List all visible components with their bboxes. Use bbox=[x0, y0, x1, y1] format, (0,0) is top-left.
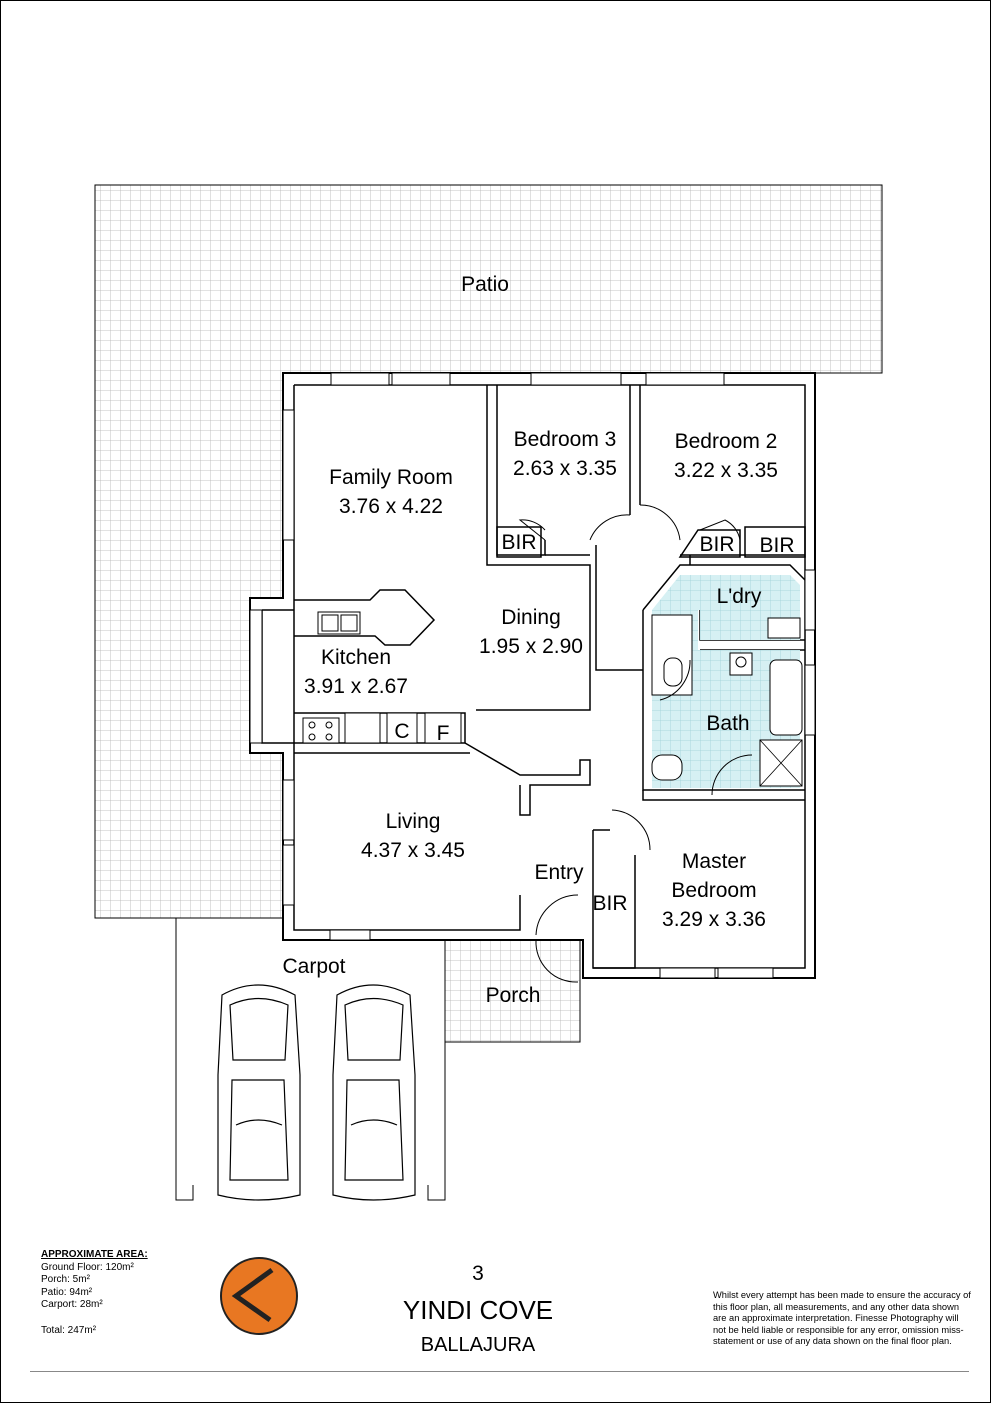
master-dim: 3.29 x 3.36 bbox=[662, 908, 766, 931]
area-porch: Porch: 5m² bbox=[41, 1274, 90, 1285]
kitchen-dim: 3.91 x 2.67 bbox=[304, 675, 408, 698]
disclaimer-text: Whilst every attempt has been made to ensure the accuracy of this floor plan, all measurements, and any other data shown are an approximate interpretation. Finesse Photography will not be held liable or responsible for any error, omission miss-statement or use of any data shown on the final floor plan. bbox=[713, 1290, 971, 1347]
address-suburb: BALLAJURA bbox=[420, 1334, 536, 1356]
kitchen-label: Kitchen bbox=[320, 646, 392, 669]
approximate-area-block bbox=[41, 1249, 148, 1337]
patio-label: Patio bbox=[461, 273, 509, 296]
bir-bedroom2-b: BIR bbox=[759, 534, 795, 557]
bedroom2-dim: 3.22 x 3.35 bbox=[674, 459, 778, 482]
area-ground: Ground Floor: 120m² bbox=[41, 1261, 134, 1273]
laundry-label: L'dry bbox=[716, 585, 762, 608]
area-heading: APPROXIMATE AREA: bbox=[41, 1249, 148, 1260]
footer-divider bbox=[30, 1371, 969, 1372]
area-total: Total: 247m² bbox=[41, 1324, 97, 1336]
area-carport: Carport: 28m² bbox=[41, 1299, 103, 1310]
bir-bedroom3: BIR bbox=[501, 531, 537, 554]
cooktop bbox=[303, 718, 339, 743]
car-left bbox=[218, 985, 300, 1200]
dining-dim: 1.95 x 2.90 bbox=[479, 635, 583, 658]
bath-label: Bath bbox=[706, 712, 750, 735]
compass-logo bbox=[221, 1258, 297, 1334]
bedroom3-label: Bedroom 3 bbox=[513, 428, 617, 451]
living-dim: 4.37 x 3.45 bbox=[361, 839, 465, 862]
area-patio: Patio: 94m² bbox=[41, 1286, 93, 1298]
address-street: YINDI COVE bbox=[402, 1295, 554, 1325]
bir-bedroom2-a: BIR bbox=[699, 533, 735, 556]
fridge-label: F bbox=[436, 722, 450, 745]
cupboard-label: C bbox=[394, 720, 410, 743]
bedroom3-dim: 2.63 x 3.35 bbox=[513, 457, 617, 480]
master-label-1: Master bbox=[681, 850, 747, 873]
car-right bbox=[333, 985, 415, 1200]
entry-label: Entry bbox=[534, 861, 584, 884]
master-label-2: Bedroom bbox=[671, 879, 757, 902]
carport-label: Carpot bbox=[282, 955, 346, 978]
address-number: 3 bbox=[472, 1262, 484, 1285]
address-block bbox=[360, 1262, 596, 1358]
porch-label: Porch bbox=[485, 984, 541, 1007]
family-room-label: Family Room bbox=[329, 466, 453, 489]
family-room-dim: 3.76 x 4.22 bbox=[339, 495, 443, 518]
living-label: Living bbox=[385, 810, 441, 833]
bedroom2-label: Bedroom 2 bbox=[674, 430, 778, 453]
bir-master: BIR bbox=[592, 892, 628, 915]
dining-label: Dining bbox=[501, 606, 561, 629]
